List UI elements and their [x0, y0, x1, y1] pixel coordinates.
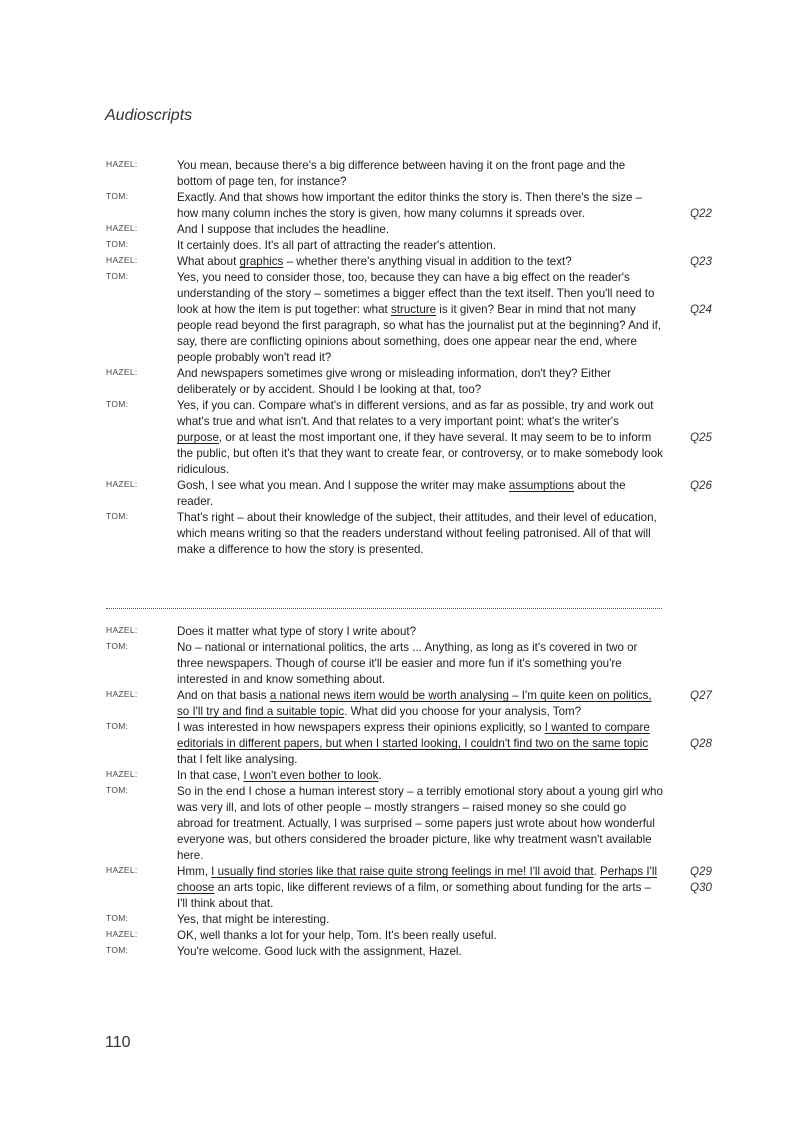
- text-segment: Gosh, I see what you mean. And I suppose the writer may make: [177, 479, 509, 492]
- text-segment: Yes, if you can. Compare what's in different versions, and as far as possible, try and work out what's true and what isn't. And that relates to a very important point: what's the writer's: [177, 399, 654, 428]
- question-marker: Q25: [690, 431, 712, 444]
- dialogue-text: [177, 158, 663, 190]
- text-segment: In that case,: [177, 769, 244, 782]
- dialogue-turn: [106, 768, 746, 784]
- dialogue-text: [177, 928, 663, 944]
- text-segment: .: [378, 769, 382, 782]
- speaker-label: HAZEL:: [106, 223, 138, 233]
- text-segment: , or at least the most important one, if they have several. It may seem to be to inform the public, but often it's that they want to create fear, or controversy, or to make somebody look ridiculous.: [177, 431, 663, 476]
- speaker-label: TOM:: [106, 511, 129, 521]
- dialogue-text: [177, 640, 663, 688]
- dialogue-turn: [106, 640, 746, 688]
- speaker-label: TOM:: [106, 239, 129, 249]
- question-marker: Q27: [690, 689, 712, 702]
- dialogue-turn: [106, 784, 746, 864]
- speaker-label: HAZEL:: [106, 625, 138, 635]
- dialogue-turn: [106, 864, 746, 912]
- text-segment: Exactly. And that shows how important the editor thinks the story is. Then there's the size – how many column inches the story is given, how many columns it spreads over.: [177, 191, 643, 220]
- page-number: 110: [105, 1034, 131, 1051]
- dialogue-text: [177, 366, 663, 398]
- question-marker: Q26: [690, 479, 712, 492]
- dialogue-turn: [106, 510, 746, 558]
- text-segment: You're welcome. Good luck with the assignment, Hazel.: [177, 945, 462, 958]
- speaker-label: HAZEL:: [106, 769, 138, 779]
- text-segment: Yes, that might be interesting.: [177, 913, 330, 926]
- text-segment: And on that basis: [177, 689, 270, 702]
- section-divider: [106, 608, 662, 609]
- dialogue-text: [177, 768, 663, 784]
- speaker-label: HAZEL:: [106, 689, 138, 699]
- text-segment: That's right – about their knowledge of the subject, their attitudes, and their level of education, which means writing so that the readers understand without feeling patronised. All of that will make a difference to how the story is presented.: [177, 511, 657, 556]
- text-segment: You mean, because there's a big difference between having it on the front page and the bottom of page ten, for instance?: [177, 159, 626, 188]
- dialogue-text: [177, 784, 663, 864]
- underlined-answer: a national news item would be worth analysing – I'm quite keen on politics, so I'll try and find a suitable topic: [177, 689, 652, 718]
- dialogue-turn: [106, 238, 746, 254]
- speaker-label: HAZEL:: [106, 479, 138, 489]
- speaker-label: HAZEL:: [106, 367, 138, 377]
- dialogue-text: [177, 238, 663, 254]
- text-segment: .: [593, 865, 601, 878]
- text-segment: I was interested in how newspapers express their opinions explicitly, so: [177, 721, 545, 734]
- dialogue-text: [177, 398, 663, 478]
- text-segment: No – national or international politics, the arts ... Anything, as long as it's covered in two or three newspapers. Though of course it'll be easier and more fun if it's something you're interested in and know something about.: [177, 641, 638, 686]
- text-segment: Yes, you need to consider those, too, because they can have a big effect on the reader's understanding of the story – sometimes a bigger effect than the text itself. Then you'll need to look at how the item is put together: what: [177, 271, 655, 316]
- dialogue-turn: [106, 254, 746, 270]
- underlined-answer: purpose: [177, 431, 219, 444]
- dialogue-turn: [106, 190, 746, 222]
- dialogue-turn: [106, 688, 746, 720]
- text-segment: is it given? Bear in mind that not many people read beyond the first paragraph, so what has the journalist put at the beginning? And if, say, there are conflicting opinions about something, does one appear near the end, where people probably won't read it?: [177, 303, 662, 364]
- text-segment: What about: [177, 255, 240, 268]
- speaker-label: TOM:: [106, 945, 129, 955]
- question-marker: Q23: [690, 255, 712, 268]
- speaker-label: TOM:: [106, 785, 129, 795]
- dialogue-text: [177, 510, 663, 558]
- dialogue-turn: [106, 222, 746, 238]
- speaker-label: HAZEL:: [106, 865, 138, 875]
- underlined-answer: Perhaps I'll choose: [177, 865, 658, 894]
- dialogue-text: [177, 720, 663, 768]
- dialogue-text: [177, 624, 663, 640]
- speaker-label: TOM:: [106, 399, 129, 409]
- question-marker: Q30: [690, 881, 712, 894]
- text-segment: Hmm,: [177, 865, 212, 878]
- dialogue-turn: [106, 944, 746, 960]
- speaker-label: HAZEL:: [106, 159, 138, 169]
- text-segment: So in the end I chose a human interest story – a terribly emotional story about a young girl who was very ill, and lots of other people – mostly strangers – raised money so she could go abroad for treatment. Actually, I was surprised – some papers just wrote about how wonderful everyone was, but others considered the broader picture, like why treatment wasn't available here.: [177, 785, 663, 862]
- dialogue-text: [177, 190, 663, 222]
- dialogue-turn: [106, 270, 746, 366]
- text-segment: about the reader.: [177, 479, 626, 508]
- text-segment: OK, well thanks a lot for your help, Tom. It's been really useful.: [177, 929, 497, 942]
- dialogue-turn: [106, 398, 746, 478]
- underlined-answer: structure: [390, 303, 437, 316]
- speaker-label: HAZEL:: [106, 929, 138, 939]
- speaker-label: HAZEL:: [106, 255, 138, 265]
- text-segment: And I suppose that includes the headline.: [177, 223, 390, 236]
- underlined-answer: graphics: [239, 255, 284, 268]
- text-segment: And newspapers sometimes give wrong or misleading information, don't they? Either deliberately or by accident. Should I be looking at that, too?: [177, 367, 611, 396]
- speaker-label: TOM:: [106, 913, 129, 923]
- underlined-answer: I usually find stories like that raise quite strong feelings in me! I'll avoid that: [211, 865, 594, 878]
- speaker-label: TOM:: [106, 641, 129, 651]
- dialogue-text: [177, 254, 663, 270]
- speaker-label: TOM:: [106, 721, 129, 731]
- dialogue-turn: [106, 478, 746, 510]
- text-segment: . What did you choose for your analysis, Tom?: [344, 705, 582, 718]
- dialogue-turn: [106, 158, 746, 190]
- underlined-answer: I won't even bother to look: [243, 769, 379, 782]
- dialogue-text: [177, 478, 663, 510]
- dialogue-text: [177, 864, 663, 912]
- underlined-answer: I wanted to compare editorials in different papers, but when I started looking, I couldn't find two on the same topic: [177, 721, 650, 750]
- dialogue-turn: [106, 928, 746, 944]
- text-segment: It certainly does. It's all part of attracting the reader's attention.: [177, 239, 496, 252]
- text-segment: an arts topic, like different reviews of a film, or something about funding for the arts – I'll think about that.: [177, 881, 652, 910]
- dialogue-turn: [106, 366, 746, 398]
- dialogue-text: [177, 912, 663, 928]
- page-title: Audioscripts: [105, 107, 193, 124]
- audioscript-section-1: [106, 158, 746, 558]
- question-marker: Q22: [690, 207, 712, 220]
- question-marker: Q24: [690, 303, 712, 316]
- dialogue-turn: [106, 720, 746, 768]
- question-marker: Q29: [690, 865, 712, 878]
- text-segment: that I felt like analysing.: [177, 753, 298, 766]
- speaker-label: TOM:: [106, 271, 129, 281]
- question-marker: Q28: [690, 737, 712, 750]
- speaker-label: TOM:: [106, 191, 129, 201]
- text-segment: Does it matter what type of story I write about?: [177, 625, 417, 638]
- dialogue-turn: [106, 624, 746, 640]
- dialogue-text: [177, 944, 663, 960]
- underlined-answer: assumptions: [508, 479, 574, 492]
- dialogue-turn: [106, 912, 746, 928]
- dialogue-text: [177, 270, 663, 366]
- dialogue-text: [177, 688, 663, 720]
- audioscript-section-2: [106, 624, 746, 960]
- text-segment: – whether there's anything visual in addition to the text?: [283, 255, 572, 268]
- dialogue-text: [177, 222, 663, 238]
